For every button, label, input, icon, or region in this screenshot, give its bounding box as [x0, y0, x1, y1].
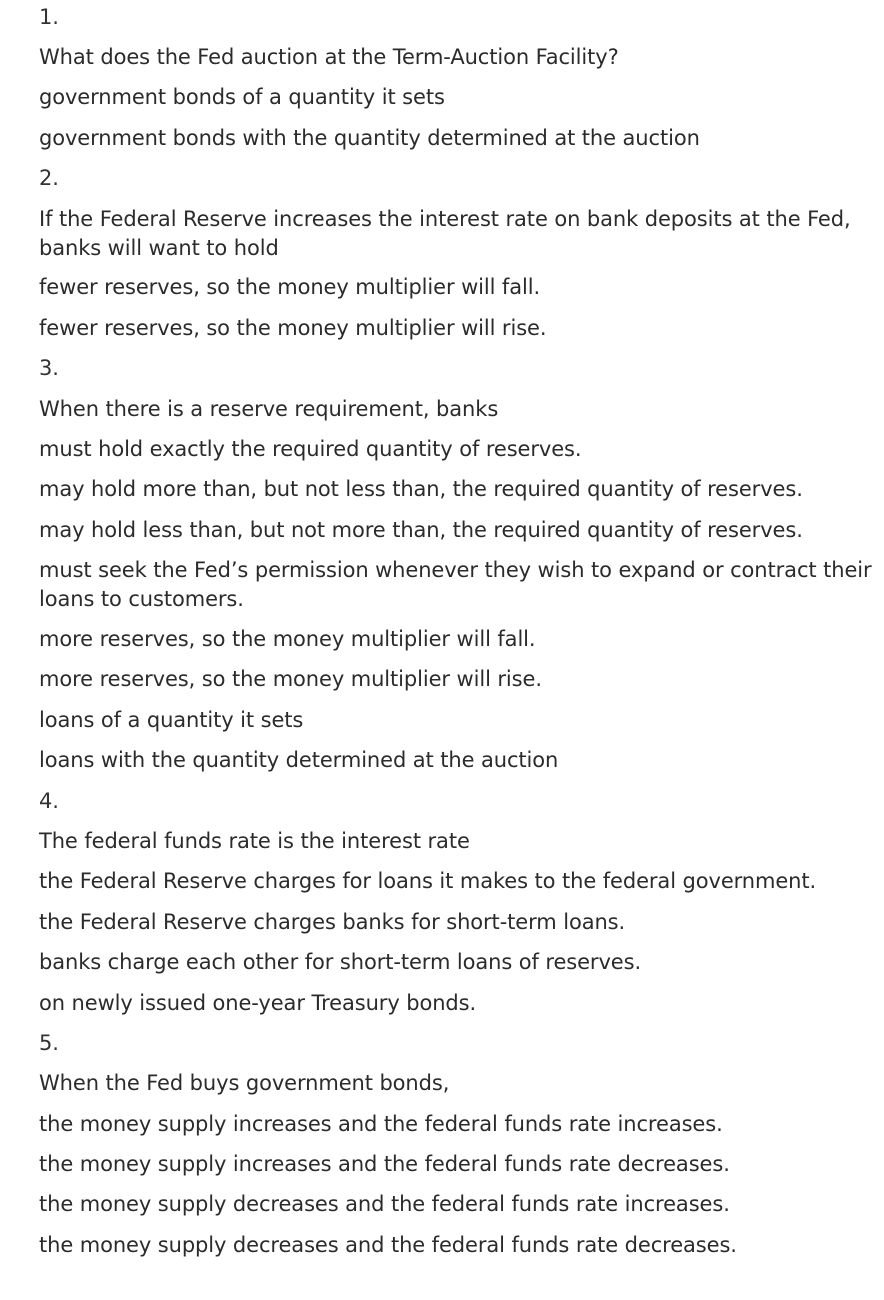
text-line: When the Fed buys government bonds, [39, 1071, 450, 1095]
text-line: must seek the Fed’s permission whenever they wish to expand or contract their loans to customers. [39, 558, 872, 611]
text-line: banks charge each other for short-term loans of reserves. [39, 950, 642, 974]
text-line: loans of a quantity it sets [39, 708, 304, 732]
text-line: fewer reserves, so the money multiplier will rise. [39, 316, 547, 340]
question-number: 4. [39, 789, 59, 813]
question-number: 3. [39, 356, 59, 380]
text-line: on newly issued one-year Treasury bonds. [39, 991, 477, 1015]
text-line: government bonds of a quantity it sets [39, 85, 445, 109]
text-line: When there is a reserve requirement, banks [39, 397, 499, 421]
text-line: the money supply decreases and the federal funds rate decreases. [39, 1233, 737, 1257]
text-line: the money supply increases and the federal funds rate increases. [39, 1112, 723, 1136]
text-line: the Federal Reserve charges for loans it makes to the federal government. [39, 869, 817, 893]
text-line: more reserves, so the money multiplier will fall. [39, 627, 536, 651]
text-line: may hold more than, but not less than, the required quantity of reserves. [39, 477, 803, 501]
question-number: 2. [39, 166, 59, 190]
text-line: the money supply increases and the federal funds rate decreases. [39, 1152, 730, 1176]
text-line: fewer reserves, so the money multiplier will fall. [39, 275, 541, 299]
text-line: must hold exactly the required quantity of reserves. [39, 437, 582, 461]
text-line: the Federal Reserve charges banks for short-term loans. [39, 910, 626, 934]
question-number: 1. [39, 5, 59, 29]
text-line: may hold less than, but not more than, the required quantity of reserves. [39, 518, 803, 542]
question-number: 5. [39, 1031, 59, 1055]
text-line: If the Federal Reserve increases the interest rate on bank deposits at the Fed, banks will want to hold [39, 207, 851, 260]
text-line: loans with the quantity determined at the auction [39, 748, 559, 772]
text-line: government bonds with the quantity determined at the auction [39, 126, 700, 150]
text-line: more reserves, so the money multiplier will rise. [39, 667, 542, 691]
text-line: The federal funds rate is the interest rate [39, 829, 470, 853]
text-line: What does the Fed auction at the Term-Auction Facility? [39, 45, 619, 69]
text-line: the money supply decreases and the federal funds rate increases. [39, 1192, 730, 1216]
